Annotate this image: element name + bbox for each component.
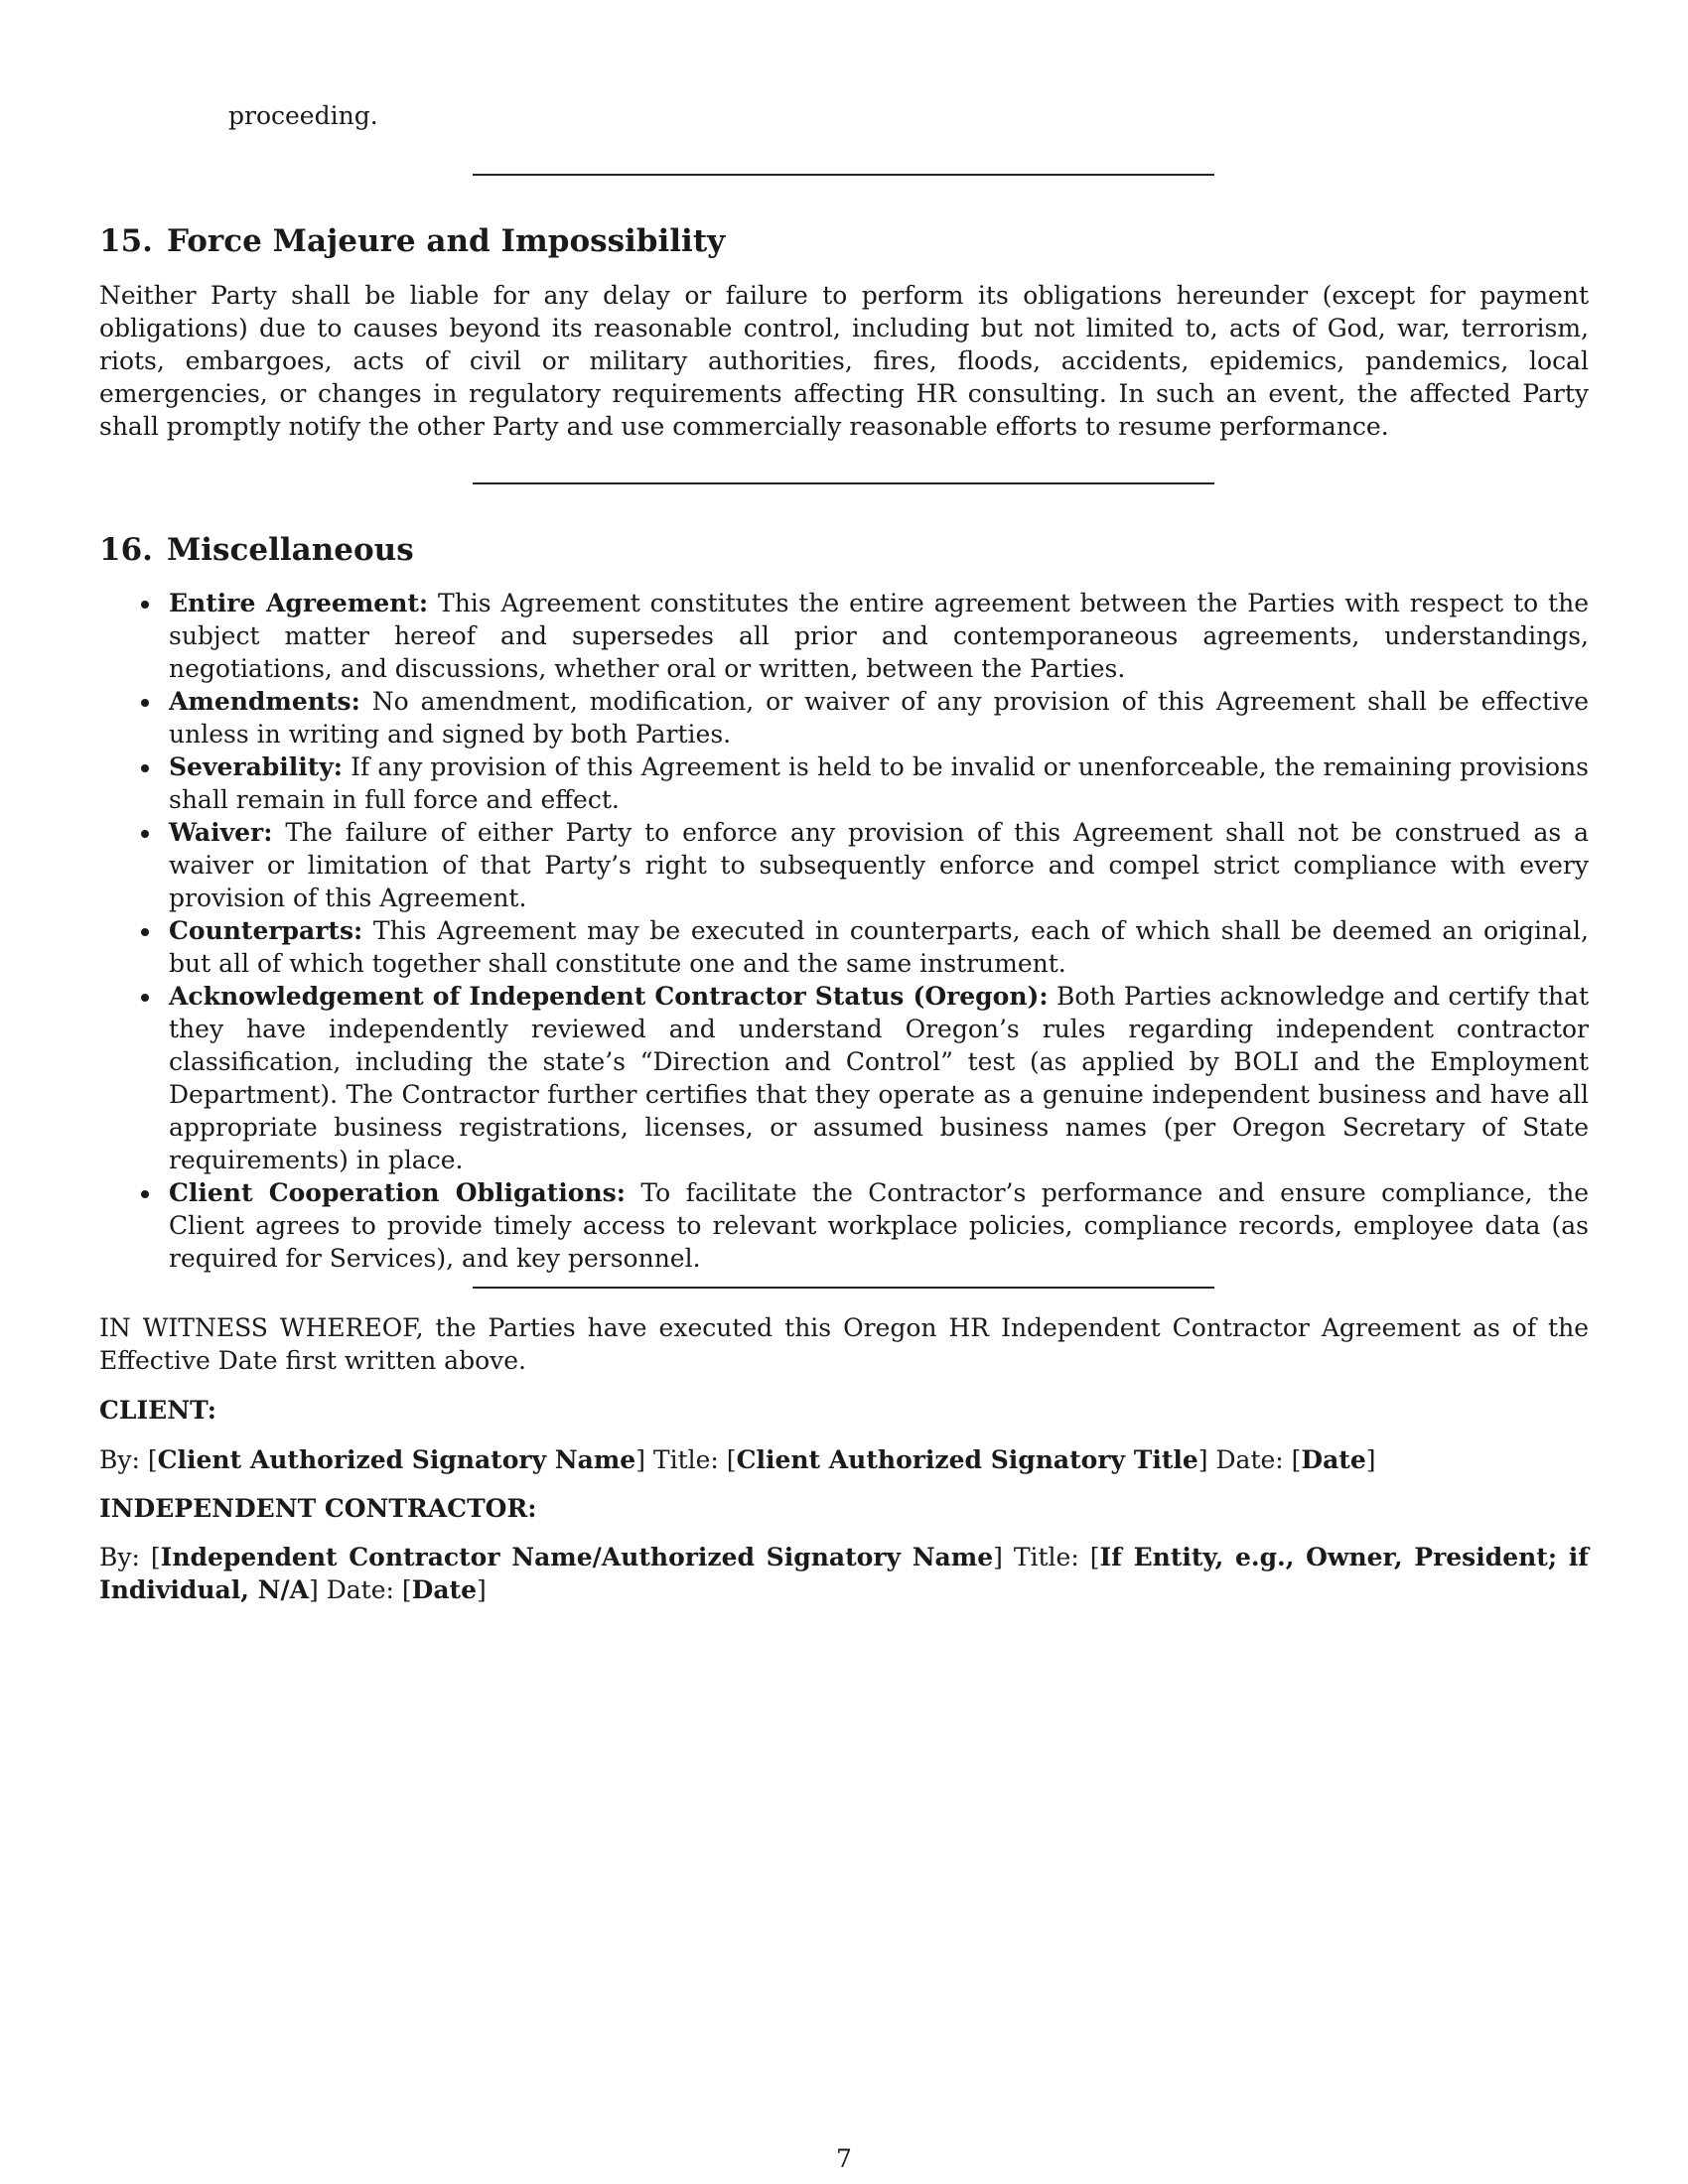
list-item	[99, 816, 1589, 914]
section-15-body: Neither Party shall be liable for any delay or failure to perform its obligations hereunder (except for payment obligations) due to causes beyond its reasonable control, including but not limited to, acts of God, war, terrorism, riots, embargoes, acts of civil or military authorities, fires, floods, accidents, epidemics, pandemics, local emergencies, or changes in regulatory requirements affecting HR consulting. In such an event, the affected Party shall promptly notify the other Party and use commercially reasonable efforts to resume performance.	[99, 281, 1589, 441]
list-item-text: To facilitate the Contractor’s performance and ensure compliance, the Client agrees to provide timely access to relevant workplace policies, compliance records, employee data (as required for Services), and key personnel.	[169, 1178, 1589, 1273]
contractor-date-label: Date:	[326, 1575, 394, 1604]
list-item-text: No amendment, modification, or waiver of any provision of this Agreement shall be effective unless in writing and signed by both Parties.	[169, 687, 1589, 749]
contractor-signature-line: By: [Independent Contractor Name/Authorized Signatory Name] Title: [If Entity, e.g., Owner, President; if Individual, N/A] Date: [Date]	[99, 1543, 1590, 1604]
list-item	[99, 751, 1589, 816]
list-item	[99, 1176, 1589, 1275]
list-item	[99, 914, 1589, 980]
client-by-label: By:	[99, 1445, 140, 1474]
list-item	[99, 685, 1589, 751]
list-item-text: The failure of either Party to enforce any provision of this Agreement shall not be construed as a waiver or limitation of that Party’s right to subsequently enforce and compel strict compliance with every provision of this Agreement.	[169, 818, 1590, 912]
client-heading: CLIENT:	[99, 1396, 217, 1425]
contractor-by-label: By:	[99, 1543, 140, 1571]
contractor-heading: INDEPENDENT CONTRACTOR:	[99, 1494, 537, 1523]
contractor-signatory-title: If Entity, e.g., Owner, President; if Individual, N/A	[99, 1543, 1590, 1604]
witness-statement: IN WITNESS WHEREOF, the Parties have executed this Oregon HR Independent Contractor Agreement as of the Effective Date first written above.	[99, 1313, 1589, 1375]
section-16-heading	[99, 530, 414, 570]
client-signatory-title: Client Authorized Signatory Title	[736, 1445, 1198, 1474]
list-item-term: Waiver:	[169, 818, 273, 847]
miscellaneous-list	[99, 587, 1589, 1275]
list-item-term: Counterparts:	[169, 916, 363, 945]
list-item-text: Both Parties acknowledge and certify that they have independently reviewed and understand Oregon’s rules regarding independent contractor classification, including the state’s “Direction and Control” test (as applied by BOLI and the Employment Department). The Contractor further certifies that they operate as a genuine independent business and have all appropriate business registrations, licenses, or assumed business names (per Oregon Secretary of State requirements) in place.	[169, 982, 1590, 1174]
client-signature-line: By: [Client Authorized Signatory Name] Title: [Client Authorized Signatory Title] Date: [Date]	[99, 1445, 1376, 1474]
list-item-term: Entire Agreement:	[169, 589, 429, 617]
list-item-term: Acknowledgement of Independent Contractor Status (Oregon):	[169, 982, 1049, 1011]
section-15-number: 15.	[99, 223, 153, 259]
contractor-signatory-name: Independent Contractor Name/Authorized Signatory Name	[160, 1543, 994, 1571]
contractor-title-label: Title:	[1013, 1543, 1079, 1571]
list-item	[99, 587, 1589, 685]
list-item-text: If any provision of this Agreement is held to be invalid or unenforceable, the remaining provisions shall remain in full force and effect.	[169, 752, 1590, 814]
list-item	[99, 980, 1589, 1176]
list-item-term: Severability:	[169, 752, 344, 781]
list-item-term: Client Cooperation Obligations:	[169, 1178, 626, 1207]
section-16-number: 16.	[99, 532, 153, 568]
client-date: Date	[1301, 1445, 1366, 1474]
client-title-label: Title:	[652, 1445, 719, 1474]
continuation-text: proceeding.	[228, 101, 378, 130]
page-number: 7	[836, 2144, 852, 2173]
section-divider	[473, 482, 1214, 484]
client-signatory-name: Client Authorized Signatory Name	[157, 1445, 636, 1474]
list-item-text: This Agreement constitutes the entire agreement between the Parties with respect to the subject matter hereof and supersedes all prior and contemporaneous agreements, understandings, negotiations, and discussions, whether oral or written, between the Parties.	[169, 589, 1589, 683]
list-item-text: This Agreement may be executed in counterparts, each of which shall be deemed an original, but all of which together shall constitute one and the same instrument.	[169, 916, 1589, 978]
section-15-title: Force Majeure and Impossibility	[166, 223, 726, 259]
list-item-term: Amendments:	[169, 687, 360, 716]
contractor-date: Date	[411, 1575, 477, 1604]
section-divider	[473, 174, 1214, 176]
section-15-heading	[99, 221, 725, 261]
client-date-label: Date:	[1215, 1445, 1284, 1474]
section-16-title: Miscellaneous	[166, 532, 414, 568]
section-divider	[473, 1287, 1214, 1289]
